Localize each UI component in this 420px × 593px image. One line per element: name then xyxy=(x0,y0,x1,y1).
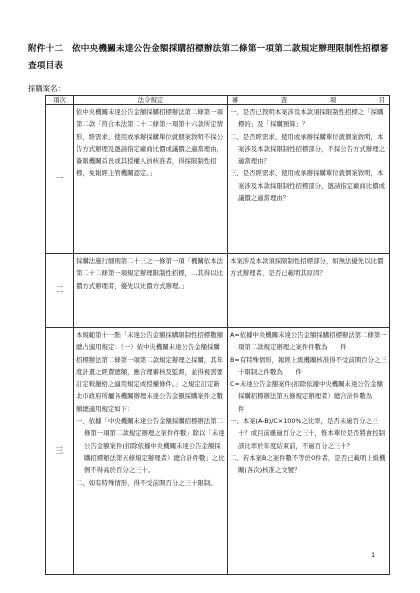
header-law-label: 法令規定 xyxy=(137,96,164,104)
row-item-number: 二 xyxy=(46,254,74,328)
row-review-items xyxy=(228,254,390,328)
header-review-char-2: 查 xyxy=(280,96,288,104)
row-review-items xyxy=(228,105,390,254)
review-item: 一、本案(A-B)/C×100%之比率，是否未逾百分之三十？或目前雖逾百分之三十，惟本單位是否將會控制該比率於年度結束前，不逾百分之三十？ xyxy=(230,417,385,450)
page-number: 1 xyxy=(371,551,376,559)
header-row xyxy=(46,96,390,105)
review-table xyxy=(45,95,390,575)
header-item: 項次 xyxy=(46,96,74,105)
header-law xyxy=(74,96,228,105)
row-item-number: 一 xyxy=(46,105,74,254)
review-item: A=依據中央機關未達公告金額採購招標辦法第二條第一項第二款規定辦理之案件件數為 件 xyxy=(230,331,387,352)
row-law-text: 採購法施行細則第二十三之一條第一項「機關依本法第二十二條第一項規定辦理限制性招標，…其得以比價方式辦理者，優先以比價方式辦理。」 xyxy=(74,254,228,328)
review-item: 二、若本案B之案件數不等於0件者，是否已載明上級機關(各次)核准之文號？ xyxy=(230,453,386,475)
row-item-number: 三 xyxy=(46,328,74,575)
law-paragraph: 本規範第十一點「未達公告金額採購限制性招標數額總占適用規定：（一）依中央機關未達公告金額採購招標辦法第二條第一項第二款規定辦理之採購，其年度計畫之經費總額，應合理審核及監督，並得視需要訂定較嚴格之適用規定或授權條件。」之規定訂定新北市政府所屬各機關辦理未達公告金額採購案件之數額總適用規定如下： xyxy=(76,331,223,413)
header-review-char-3: 項 xyxy=(329,96,337,104)
table-row xyxy=(46,328,390,575)
law-paragraph: 一、依據「中央機關未達公告金額採購招標辦法第二條第一項第二款規定辦理之案件件數」除以「未達公告金額案件(扣除依據中央機關未達公告金額採購招標辦法第五條規定辦理者）總合計件數」之比例不得高於百分之三十。 xyxy=(76,417,225,475)
header-review-char-4: 目 xyxy=(378,96,385,104)
row-review-items xyxy=(228,328,390,575)
review-item: 一、是否已敘明本案涉及本款須採限制性招標之「採購標的」及「採購預算」？ xyxy=(230,108,384,129)
document-title: 附件十二 依中央機關未達公告金額採購招標辦法第二條第一項第二款規定辦理限制性招標審查項目表 xyxy=(28,44,389,71)
header-review-char-1: 審 xyxy=(232,96,239,104)
review-item: 三、是否經需求、使用或承辦採購單位就個案敘明，本案涉及本款採限制性招標部分，邀請指定廠商比價或議價之適當理由？ xyxy=(230,169,385,203)
review-item: B=有特殊情形，報經上級機關核准得不受前開百分之三十限制之件數為 件 xyxy=(230,355,387,376)
review-item: 二、是否經需求、使用或承辦採購單位就個案敘明，本案涉及本款採限制性招標部分，不採公告方式辦理之適當理由？ xyxy=(230,132,385,166)
row-law-text xyxy=(74,328,228,575)
review-item: 本案涉及本款須採限制性招標部分，如無法優先以比價方式辦理者，是否已載明其原因？ xyxy=(230,257,384,278)
law-paragraph: 二、如有特殊情形，得不受前開百分之三十限制。 xyxy=(76,478,217,487)
table-row xyxy=(46,105,390,254)
case-name-label: 採購案名： xyxy=(28,84,65,93)
header-review xyxy=(228,96,390,105)
review-item: C=未達公告金額案件(扣除依據中央機關未達公告金額採購招標辦法第五條規定辦理者）總合計件數為 件 xyxy=(230,380,385,413)
row-law-text: 依中央機關未達公告金額採購招標辦法第二條第一項第二款「符合本法第二十二條第一項第十六款所定情形，經需求、使用或承辦採購單位就個案敘明不採公告方式辦理及邀請指定廠商比價或議價之適當理由，簽報機關首長或其授權人員核准者，得採限制性招標，免報經主管機關認定。」 xyxy=(74,105,228,254)
table-row xyxy=(46,254,390,328)
